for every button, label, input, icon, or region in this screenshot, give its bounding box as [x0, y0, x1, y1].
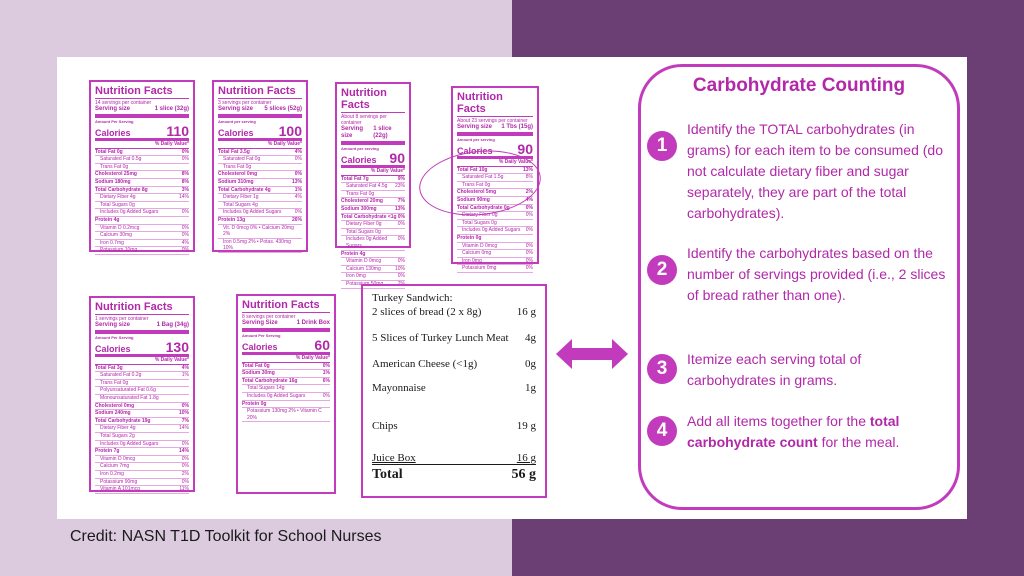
- label-row: Total Fat 0g 0%: [242, 362, 330, 369]
- step-number-1: 1: [647, 131, 677, 161]
- label-row: Cholesterol 25mg 8%: [95, 171, 189, 178]
- label-row: Includes 0g Added Sugars 0%: [218, 209, 302, 217]
- label-title: Nutrition Facts: [341, 87, 405, 113]
- label-row: Trans Fat 0g: [95, 164, 189, 172]
- label-row: Saturated Fat 0.5g 0%: [95, 156, 189, 164]
- label-row: Dietary Fiber 0g 0%: [457, 212, 533, 220]
- nutrition-label-3: [335, 82, 411, 287]
- label-title: Nutrition Facts: [457, 91, 533, 117]
- label-per-serving: Amount Per Serving: [95, 119, 134, 124]
- label-per-serving: Amount Per Serving: [242, 333, 281, 338]
- label-servings: 14 servings per container: [95, 100, 152, 106]
- label-row: Monounsaturated Fat 1.8g: [95, 395, 189, 403]
- label-row: Sodium 30mg 1%: [242, 370, 330, 377]
- label-daily-value: % Daily Value*: [341, 168, 405, 176]
- label-row: Vitamin D 0mcg 0%: [341, 258, 405, 266]
- nutrition-label-2: [212, 80, 308, 252]
- label-title: Nutrition Facts: [218, 85, 302, 99]
- label-row: Iron 0.5mg 2% • Potas. 430mg 10%: [218, 239, 302, 253]
- label-row: Total Carbohydrate 16g 6%: [242, 377, 330, 384]
- label-row: Trans Fat 0g: [95, 380, 189, 388]
- label-row: Includes 0g Added Sugars 0%: [242, 393, 330, 401]
- summary-row-turkey: 5 Slices of Turkey Lunch Meat 4g: [372, 332, 536, 344]
- label-title: Nutrition Facts: [242, 299, 330, 313]
- label-per-serving: Amount Per Serving: [95, 335, 134, 340]
- label-row: Cholesterol 20mg 7%: [341, 198, 405, 205]
- label-daily-value: % Daily Value*: [457, 159, 533, 167]
- label-row: Total Carbohydrate <1g 0%: [341, 213, 405, 220]
- summary-row-juice: Juice Box 16 g: [372, 452, 536, 464]
- label-row: Calcium 7mg 0%: [95, 463, 189, 471]
- step-number-2: 2: [647, 255, 677, 285]
- label-row: Total Carbohydrate 4g 1%: [218, 186, 302, 193]
- label-row: Cholesterol 5mg 2%: [457, 189, 533, 196]
- label-row: Total Fat 7g 9%: [341, 175, 405, 182]
- label-row: Potassium 130mg 2% • Vitamin C 20%: [242, 408, 330, 422]
- label-serving-size: Serving size 1 slice (32g): [95, 106, 189, 118]
- label-row: Includes 0g Added Sugars 0%: [95, 441, 189, 449]
- label-servings: 8 servings per container: [242, 314, 296, 320]
- label-row: Calcium 130mg 10%: [341, 266, 405, 274]
- label-row: Iron 0mg 0%: [457, 258, 533, 266]
- label-row: Sodium 90mg 4%: [457, 196, 533, 203]
- label-calories: Calories 110: [95, 123, 189, 139]
- label-row: Total Sugars 14g: [242, 385, 330, 393]
- label-serving-size: Serving size 1 Bag (34g): [95, 322, 189, 334]
- label-servings: 3 servings per container: [218, 100, 272, 106]
- label-row: Protein 0g: [242, 401, 330, 409]
- label-row: Protein 0g: [457, 235, 533, 243]
- label-row: Polyunsaturated Fat 0.6g: [95, 387, 189, 395]
- label-row: Saturated Fat 0.2g 1%: [95, 372, 189, 380]
- label-daily-value: % Daily Value*: [218, 141, 302, 149]
- label-calories: Calories 60: [242, 337, 330, 353]
- label-row: Dietary Fiber 0g 0%: [341, 221, 405, 229]
- label-row: Sodium 240mg 10%: [95, 410, 189, 417]
- label-serving-size: Serving Size 1 Drink Box: [242, 320, 330, 332]
- label-row: Total Carbohydrate 19g 7%: [95, 417, 189, 424]
- label-calories: Calories 100: [218, 123, 302, 139]
- label-row: Protein 4g: [341, 251, 405, 259]
- label-row: Total Fat 10g 13%: [457, 166, 533, 173]
- label-row: Saturated Fat 4.5g 23%: [341, 183, 405, 191]
- label-row: Potassium 50mg 2%: [341, 281, 405, 289]
- label-row: Total Fat 3g 4%: [95, 364, 189, 371]
- label-row: Vitamin D 0.2mcg 0%: [95, 225, 189, 233]
- label-per-serving: Amount per serving: [218, 119, 256, 124]
- label-row: Total Carbohydrate 8g 3%: [95, 186, 189, 193]
- label-row: Cholesterol 0mg 0%: [95, 402, 189, 409]
- nutrition-label-5: [89, 296, 195, 492]
- label-serving-size: Serving size 1 slice (22g): [341, 126, 405, 145]
- label-serving-size: Serving size 5 slices (52g): [218, 106, 302, 118]
- label-row: Dietary Fiber 4g 14%: [95, 194, 189, 202]
- label-servings: About 8 servings per container: [341, 114, 387, 126]
- label-row: Cholesterol 0mg 0%: [218, 171, 302, 178]
- label-row: Potassium 10mg 0%: [95, 247, 189, 255]
- label-row: Total Fat 3.5g 4%: [218, 148, 302, 155]
- step-number-3: 3: [647, 354, 677, 384]
- label-row: Vitamin D 0mcg 0%: [457, 243, 533, 251]
- nutrition-label-6: [236, 294, 336, 494]
- label-row: Iron 0mg 0%: [341, 273, 405, 281]
- label-row: Total Sugars 0g: [457, 220, 533, 228]
- step-text-4: Add all items together for the total carbohydrate count for the meal.: [687, 413, 900, 450]
- label-row: Calcium 30mg 0%: [95, 232, 189, 240]
- step-number-4: 4: [647, 416, 677, 446]
- panel-title: Carbohydrate Counting: [692, 75, 906, 96]
- label-per-serving: Amount per serving: [457, 137, 495, 142]
- label-daily-value: % Daily Value*: [95, 357, 189, 365]
- label-serving-size: Serving size 1 Tbs (15g): [457, 124, 533, 136]
- summary-row-cheese: American Cheese (<1g) 0g: [372, 358, 536, 370]
- label-row: Trans Fat 0g: [341, 191, 405, 199]
- label-row: Dietary Fiber 4g 14%: [95, 425, 189, 433]
- label-title: Nutrition Facts: [95, 85, 189, 99]
- label-row: Total Sugars 0g: [341, 229, 405, 237]
- summary-row-mayo: Mayonnaise 1g: [372, 382, 536, 394]
- label-row: Potassium 0mg 0%: [457, 265, 533, 273]
- label-row: Includes 0g Added Sugars 0%: [457, 227, 533, 235]
- label-row: Saturated Fat 1.5g 8%: [457, 174, 533, 182]
- label-row: Vitamin A 101mcg 11%: [95, 486, 189, 494]
- label-row: Saturated Fat 0g 0%: [218, 156, 302, 164]
- label-per-serving: Amount per serving: [341, 146, 379, 151]
- label-row: Protein 13g 26%: [218, 216, 302, 223]
- label-daily-value: % Daily Value*: [95, 141, 189, 149]
- nutrition-label-1: [89, 80, 195, 252]
- step-text-1: Identify the TOTAL carbohydrates (in grams) for each item to be consumed (do not calculate dietary fiber and sugar separately, they are part of the total carbohydrates).: [687, 121, 944, 221]
- carb-summary-box: [361, 284, 547, 498]
- label-servings: 1 servings per container: [95, 316, 149, 322]
- label-row: Vit. D 0mcg 0% • Calcium 20mg 2%: [218, 225, 302, 239]
- label-row: Trans Fat 0g: [218, 164, 302, 172]
- carb-counting-panel: [638, 64, 960, 510]
- summary-total-row: Total 56 g: [372, 467, 536, 482]
- summary-heading: Turkey Sandwich:: [372, 292, 453, 304]
- label-row: Total Sugars 0g: [95, 202, 189, 210]
- label-row: Trans Fat 0g: [457, 182, 533, 190]
- label-row: Calcium 0mg 0%: [457, 250, 533, 258]
- label-daily-value: % Daily Value*: [242, 355, 330, 363]
- label-row: Total Sugars 2g: [95, 433, 189, 441]
- label-calories: Calories 90: [341, 150, 405, 166]
- summary-row-chips: Chips 19 g: [372, 420, 536, 432]
- label-row: Sodium 310mg 13%: [218, 178, 302, 185]
- label-row: Protein 4g: [95, 217, 189, 225]
- label-row: Potassium 90mg 0%: [95, 479, 189, 487]
- label-row: Vitamin D 0mcg 0%: [95, 456, 189, 464]
- label-row: Iron 0.2mg 2%: [95, 471, 189, 479]
- summary-row-bread: 2 slices of bread (2 x 8g) 16 g: [372, 306, 536, 318]
- label-row: Sodium 300mg 13%: [341, 205, 405, 212]
- label-row: Protein 7g 14%: [95, 448, 189, 455]
- label-title: Nutrition Facts: [95, 301, 189, 315]
- label-row: Total Fat 0g 0%: [95, 148, 189, 155]
- label-servings: About 23 servings per container: [457, 118, 528, 124]
- double-arrow-icon: [556, 337, 628, 371]
- label-row: Iron 0.7mg 4%: [95, 240, 189, 248]
- label-row: Sodium 180mg 8%: [95, 178, 189, 185]
- label-row: Includes 0g Added Sugars 0%: [341, 236, 405, 250]
- label-row: Total Sugars 4g: [218, 202, 302, 210]
- label-row: Total Carbohydrate 0g 0%: [457, 204, 533, 211]
- label-row: Includes 0g Added Sugars 0%: [95, 209, 189, 217]
- credit-text: Credit: NASN T1D Toolkit for School Nurses: [70, 528, 382, 545]
- label-row: Dietary Fiber 1g 4%: [218, 194, 302, 202]
- label-calories: Calories 130: [95, 339, 189, 355]
- step-text-3: Itemize each serving total of carbohydrates in grams.: [687, 351, 862, 388]
- label-calories: Calories 90: [457, 141, 533, 157]
- step-text-2: Identify the carbohydrates based on the number of servings provided (i.e., 2 slices of bread rather than one).: [687, 245, 946, 303]
